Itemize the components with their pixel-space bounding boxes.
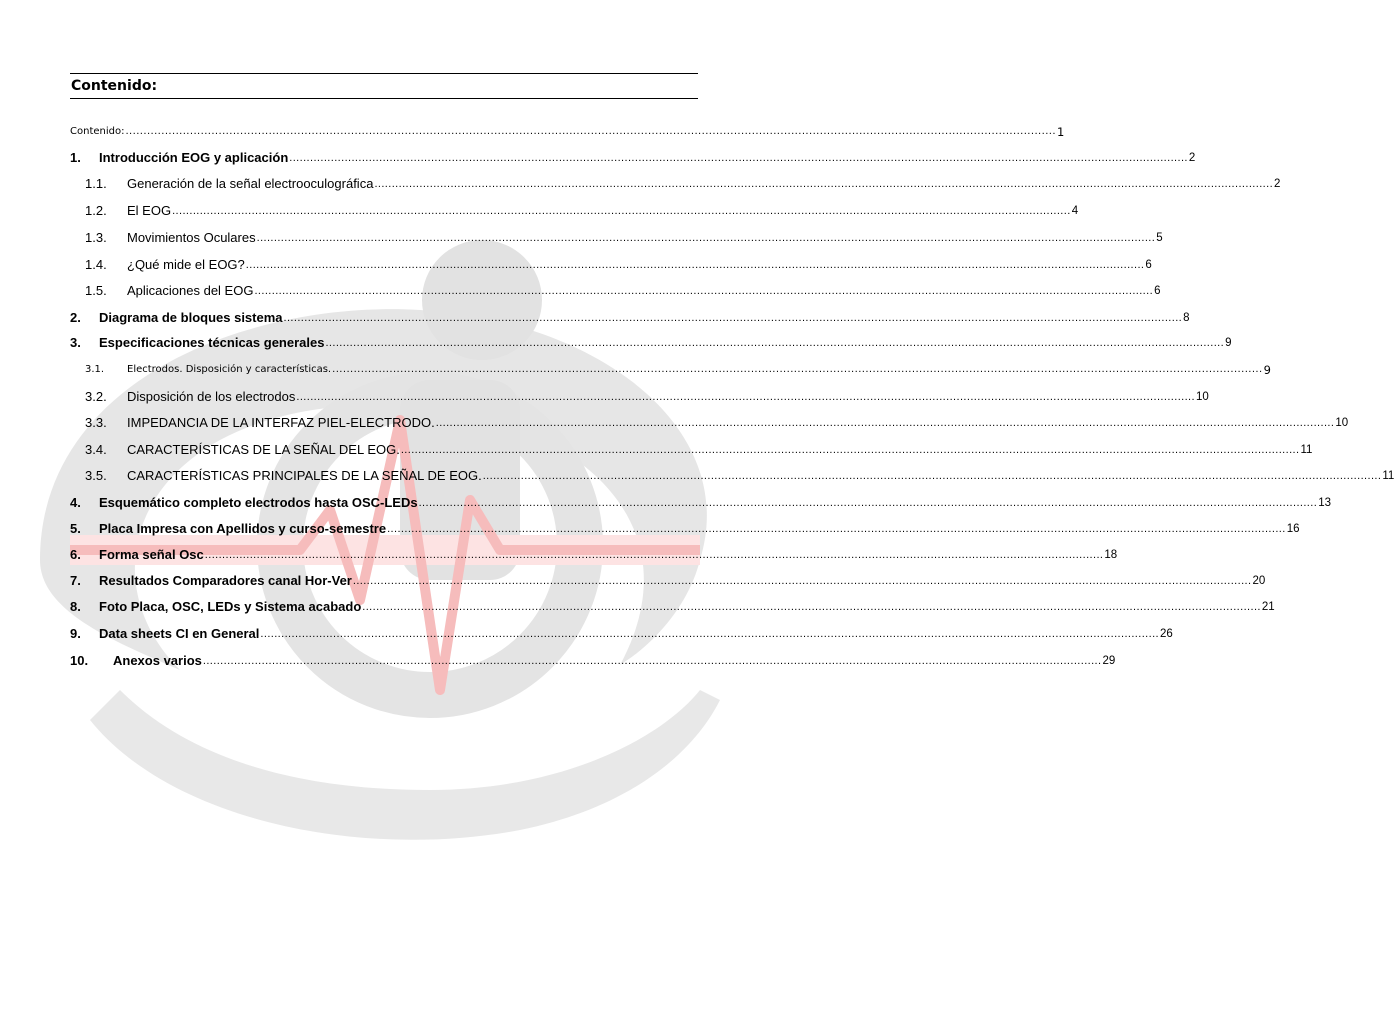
toc-entry[interactable] [70, 149, 1196, 167]
dot-leader: .................................................................................................................................................................................................................................................................... [362, 601, 1261, 613]
toc-entry[interactable] [85, 388, 1209, 406]
dot-leader: .................................................................................................................................................................................................................................................................... [254, 285, 1154, 297]
toc-entry-number: 3. [70, 335, 81, 350]
dot-leader: .................................................................................................................................................................................................................................................................... [125, 126, 1056, 137]
toc-entry-number: 8. [70, 599, 81, 614]
toc-entry-number: 1.4. [85, 257, 107, 272]
toc-entry-page: 11 [1382, 470, 1394, 482]
toc-entry-page: 11 [1300, 444, 1313, 456]
toc-entry[interactable] [70, 652, 1116, 670]
toc-entry-number: 1.1. [85, 176, 107, 191]
toc-entry-number: 2. [70, 310, 81, 325]
toc-entry-title[interactable]: Aplicaciones del EOG [127, 283, 254, 298]
toc-entry-page: 29 [1102, 655, 1116, 667]
toc-entry-title[interactable]: El EOG [127, 203, 172, 218]
toc-entry-page: 18 [1104, 549, 1118, 561]
toc-entry-title[interactable]: Placa Impresa con Apellidos y curso-semestre [99, 521, 387, 536]
toc-entry[interactable] [70, 123, 1065, 141]
toc-entry-page: 6 [1145, 259, 1152, 271]
toc-entry[interactable] [85, 282, 1161, 300]
toc-entry-page: 5 [1156, 232, 1163, 244]
toc-entry-number: 1. [70, 150, 81, 165]
toc-heading: Contenido: [71, 78, 158, 94]
toc-entry-title[interactable]: Contenido: [70, 126, 125, 137]
dot-leader: .................................................................................................................................................................................................................................................................... [289, 152, 1188, 164]
dot-leader: .................................................................................................................................................................................................................................................................... [418, 497, 1318, 509]
toc-entry-number: 3.3. [85, 415, 107, 430]
toc-entry-title[interactable]: Especificaciones técnicas generales [99, 335, 325, 350]
toc-entry-number: 4. [70, 495, 81, 510]
toc-entry-number: 10. [70, 653, 89, 668]
toc-entry-title[interactable]: Foto Placa, OSC, LEDs y Sistema acabado [99, 599, 362, 614]
dot-leader: .................................................................................................................................................................................................................................................................... [260, 628, 1160, 640]
dot-leader: .................................................................................................................................................................................................................................................................... [256, 232, 1156, 244]
toc-entry[interactable] [70, 494, 1331, 512]
toc-entry-page: 2 [1274, 178, 1281, 190]
toc-entry-number: 7. [70, 573, 81, 588]
toc-entry-title[interactable]: Introducción EOG y aplicación [99, 150, 289, 165]
toc-entry-page: 20 [1252, 575, 1266, 587]
toc-entry-page: 16 [1286, 523, 1300, 535]
dot-leader: .................................................................................................................................................................................................................................................................... [352, 575, 1252, 587]
toc-entry-page: 26 [1160, 628, 1173, 640]
toc-entry-title[interactable]: CARACTERÍSTICAS PRINCIPALES DE LA SEÑAL DE EOG. [127, 468, 482, 483]
dot-leader: .................................................................................................................................................................................................................................................................... [245, 259, 1145, 271]
toc-entry-title[interactable]: CARACTERÍSTICAS DE LA SEÑAL DEL EOG. [127, 442, 400, 457]
toc-entry[interactable] [85, 256, 1152, 274]
toc-entry-page: 10 [1335, 417, 1349, 429]
toc-entry-number: 1.3. [85, 230, 107, 245]
toc-entry-title[interactable]: Disposición de los electrodos [127, 389, 296, 404]
toc-entry[interactable] [85, 229, 1163, 247]
dot-leader: .................................................................................................................................................................................................................................................................... [202, 655, 1102, 667]
toc-entry-number: 3.2. [85, 389, 107, 404]
toc-entry-page: 1 [1056, 125, 1065, 139]
dot-leader: .................................................................................................................................................................................................................................................................... [435, 417, 1335, 429]
toc-entry-title[interactable]: IMPEDANCIA DE LA INTERFAZ PIEL-ELECTRODO. [127, 415, 435, 430]
toc-entry-title[interactable]: Esquemático completo electrodos hasta OSC-LEDs [99, 495, 418, 510]
toc-entry-page: 13 [1318, 497, 1331, 509]
dot-leader: .................................................................................................................................................................................................................................................................... [332, 364, 1263, 375]
toc-entry-number: 1.2. [85, 203, 107, 218]
toc-entry[interactable] [70, 546, 1118, 564]
toc-entry-number: 3.4. [85, 442, 107, 457]
toc-entry-title[interactable]: Generación de la señal electrooculográfica [127, 176, 374, 191]
toc-entry-page: 9 [1263, 363, 1271, 377]
dot-leader: .................................................................................................................................................................................................................................................................... [325, 337, 1225, 349]
dot-leader: .................................................................................................................................................................................................................................................................... [374, 178, 1274, 190]
toc-entry[interactable] [85, 414, 1349, 432]
toc-entry-title[interactable]: Electrodos. Disposición y características. [127, 364, 332, 375]
dot-leader: .................................................................................................................................................................................................................................................................... [400, 444, 1300, 456]
toc-entry-title[interactable]: ¿Qué mide el EOG? [127, 257, 245, 272]
toc-entry-title[interactable]: Movimientos Oculares [127, 230, 256, 245]
dot-leader: .................................................................................................................................................................................................................................................................... [482, 470, 1382, 482]
toc-entry[interactable] [85, 175, 1281, 193]
toc-entry-number: 3.1. [85, 364, 105, 375]
dot-leader: .................................................................................................................................................................................................................................................................... [172, 205, 1071, 217]
toc-entry-page: 4 [1071, 205, 1079, 217]
toc-entry[interactable] [85, 202, 1079, 220]
toc-entry-number: 3.5. [85, 468, 107, 483]
toc-entry[interactable] [70, 309, 1190, 327]
toc-entry-title[interactable]: Data sheets CI en General [99, 626, 260, 641]
toc-entry[interactable] [70, 598, 1275, 616]
dot-leader: .................................................................................................................................................................................................................................................................... [296, 391, 1195, 403]
dot-leader: .................................................................................................................................................................................................................................................................... [387, 523, 1286, 535]
toc-entry[interactable] [85, 441, 1313, 459]
toc-entry-number: 1.5. [85, 283, 107, 298]
toc-entry[interactable] [70, 520, 1300, 538]
toc-entry-page: 6 [1154, 285, 1161, 297]
top-rule [70, 73, 698, 74]
toc-entry-title[interactable]: Forma señal Osc [99, 547, 204, 562]
toc-entry[interactable] [85, 361, 1271, 379]
dot-leader: .................................................................................................................................................................................................................................................................... [283, 312, 1183, 324]
toc-entry-title[interactable]: Diagrama de bloques sistema [99, 310, 283, 325]
toc-entry[interactable] [70, 572, 1266, 590]
toc-entry-number: 6. [70, 547, 81, 562]
toc-entry-page: 2 [1188, 152, 1196, 164]
toc-entry[interactable] [70, 334, 1232, 352]
toc-entry-page: 10 [1195, 391, 1209, 403]
toc-entry-number: 9. [70, 626, 81, 641]
dot-leader: .................................................................................................................................................................................................................................................................... [204, 549, 1104, 561]
toc-entry[interactable] [85, 467, 1394, 485]
toc-entry[interactable] [70, 625, 1173, 643]
toc-entry-page: 9 [1225, 337, 1232, 349]
toc-entry-page: 8 [1183, 312, 1190, 324]
toc-entry-number: 5. [70, 521, 81, 536]
heading-rule [70, 98, 698, 99]
toc-entry-page: 21 [1261, 601, 1275, 613]
toc-entry-title[interactable]: Resultados Comparadores canal Hor-Ver [99, 573, 352, 588]
toc-entry-title[interactable]: Anexos varios [113, 653, 202, 668]
